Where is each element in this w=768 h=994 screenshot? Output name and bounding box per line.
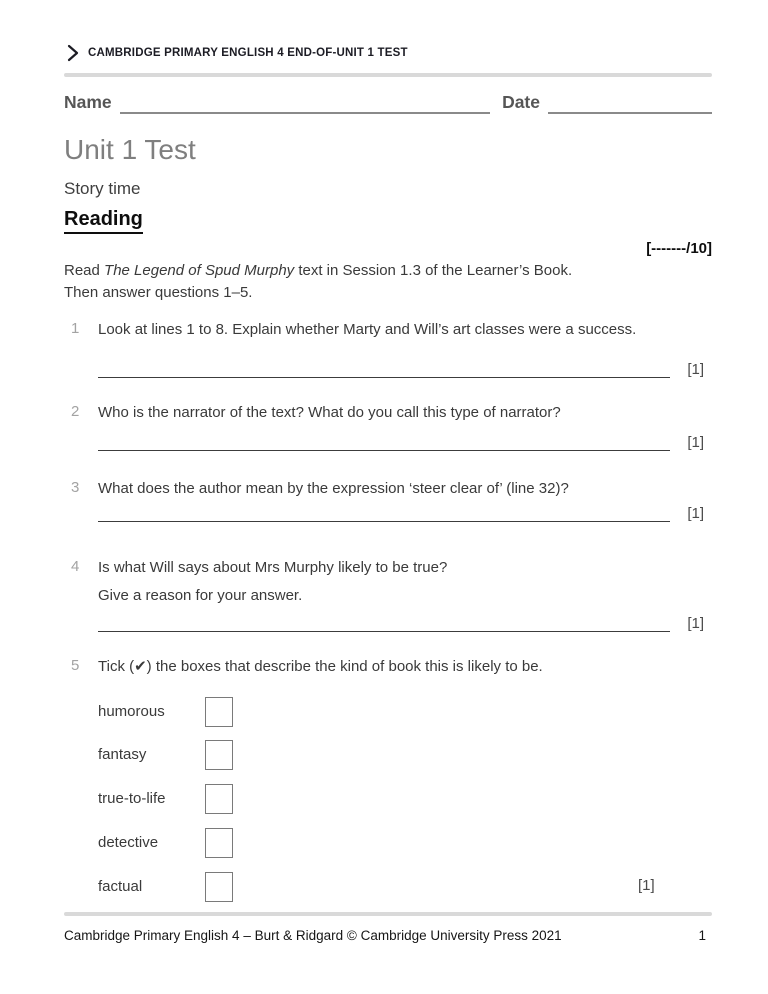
checkbox-label-fantasy: fantasy [98,746,147,763]
checkbox-detective[interactable] [205,828,233,858]
question-2-answer-line[interactable] [98,435,670,451]
intro-post: text in Session 1.3 of the Learner’s Book. [294,262,573,279]
question-2-text: Who is the narrator of the text? What do you call this type of narrator? [98,404,561,421]
footer-divider [64,912,712,916]
question-3-number: 3 [71,479,80,496]
chevron-right-icon [66,44,79,62]
book-title-italic: The Legend of Spud Murphy [104,262,295,279]
question-4-text-line2: Give a reason for your answer. [98,587,303,604]
question-4-answer-row [98,615,704,632]
document-footer [64,928,712,943]
intro-text [64,260,674,303]
date-input-line[interactable] [548,94,712,114]
question-3-answer-line[interactable] [98,506,670,522]
question-5-number: 5 [71,657,80,674]
checkbox-label-detective: detective [98,834,159,851]
document-header [66,44,408,62]
unit-title: Unit 1 Test [64,134,196,165]
question-1-marks: [1] [687,361,704,378]
checkbox-fantasy[interactable] [205,740,233,770]
question-1-answer-line[interactable] [98,362,670,378]
question-3-text: What does the author mean by the expression ‘steer clear of’ (line 32)? [98,480,569,497]
question-3-marks: [1] [687,505,704,522]
header-divider [64,73,712,77]
question-2-marks: [1] [687,434,704,451]
checkbox-true-to-life[interactable] [205,784,233,814]
checkbox-label-factual: factual [98,878,143,895]
unit-subtitle: Story time [64,179,141,198]
checkbox-factual[interactable] [205,872,233,902]
question-1-text: Look at lines 1 to 8. Explain whether Marty and Will’s art classes were a success. [98,321,637,338]
name-label: Name [64,92,112,112]
intro-line2: Then answer questions 1–5. [64,283,253,301]
checkbox-label-true-to-life: true-to-life [98,790,166,807]
section-heading: Reading [64,208,143,234]
page-number: 1 [698,928,706,943]
question-4-answer-line[interactable] [98,616,670,632]
question-4-number: 4 [71,558,80,575]
checkbox-label-humorous: humorous [98,703,165,720]
question-1-number: 1 [71,320,80,337]
question-4-marks: [1] [687,615,704,632]
footer-copyright: Cambridge Primary English 4 – Burt & Ridgard © Cambridge University Press 2021 [64,928,562,943]
name-input-line[interactable] [120,94,490,114]
question-4-text: Is what Will says about Mrs Murphy likely to be true? [98,559,448,576]
question-5-marks: [1] [638,877,655,894]
date-label: Date [502,92,540,112]
question-5-text: Tick (✔) the boxes that describe the kind of book this is likely to be. [98,658,543,675]
intro-pre: Read [64,262,105,279]
question-3-answer-row [98,505,704,522]
checkbox-humorous[interactable] [205,697,233,727]
name-date-row [64,90,712,114]
question-2-answer-row [98,434,704,451]
marks-total: [-------/10] [646,240,712,257]
question-2-number: 2 [71,403,80,420]
header-title: CAMBRIDGE PRIMARY ENGLISH 4 END-OF-UNIT 1 TEST [88,47,408,59]
question-1-answer-row [98,361,704,378]
